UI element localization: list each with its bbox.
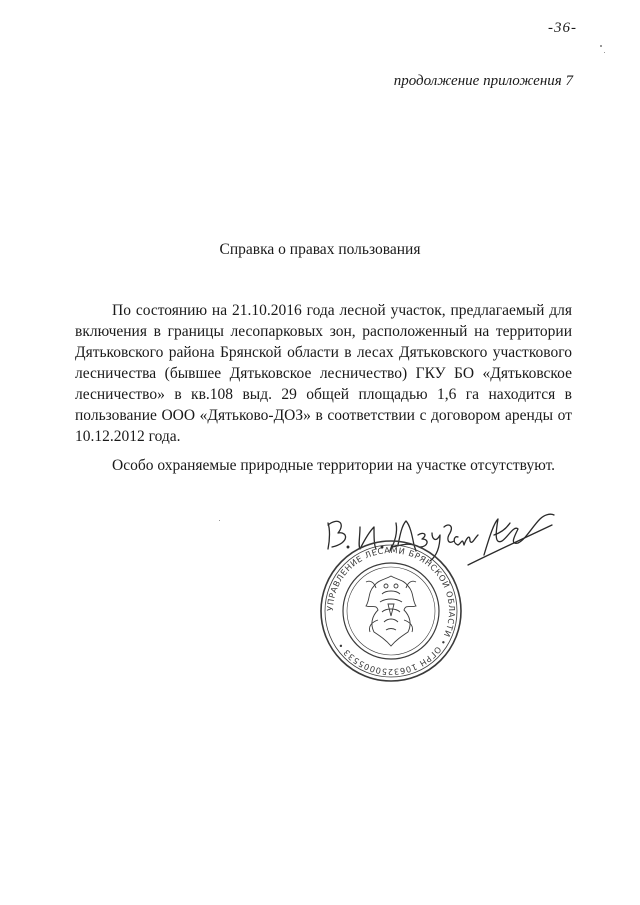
coat-of-arms-emblem (366, 576, 416, 646)
svg-text:УПРАВЛЕНИЕ ЛЕСАМИ БРЯНСКОЙ ОБЛ (325, 545, 457, 677)
official-stamp (316, 536, 466, 686)
paragraph-rights: По состоянию на 21.10.2016 года лесной участок, предлагаемый для включения в границы лесопарковых зон, расположенный на территории Дятьковского района Брянской области в лесах Дятьковского участкового лесничества (бывшее Дятьковское лесничество) ГКУ БО «Дятьковское лесничество» в кв.108 выд. 29 общей площадью 1,6 га находится в пользование ООО «Дятьково-ДОЗ» в соответствии с договором аренды от 10.12.2012 года. (75, 302, 572, 445)
stamp-ring-text: УПРАВЛЕНИЕ ЛЕСАМИ БРЯНСКОЙ ОБЛАСТИ • ОГРН 1063250005533 • (324, 544, 458, 678)
scan-speck (604, 52, 605, 53)
page-number: -36- (548, 20, 577, 36)
appendix-continuation: продолжение приложения 7 (393, 73, 573, 89)
document-body (75, 300, 572, 476)
document-title: Справка о правах пользования (219, 241, 421, 258)
scan-speck (600, 45, 602, 47)
scan-speck (219, 520, 220, 521)
paragraph-protected-areas: Особо охраняемые природные территории на участке отсутствуют. (112, 457, 556, 474)
